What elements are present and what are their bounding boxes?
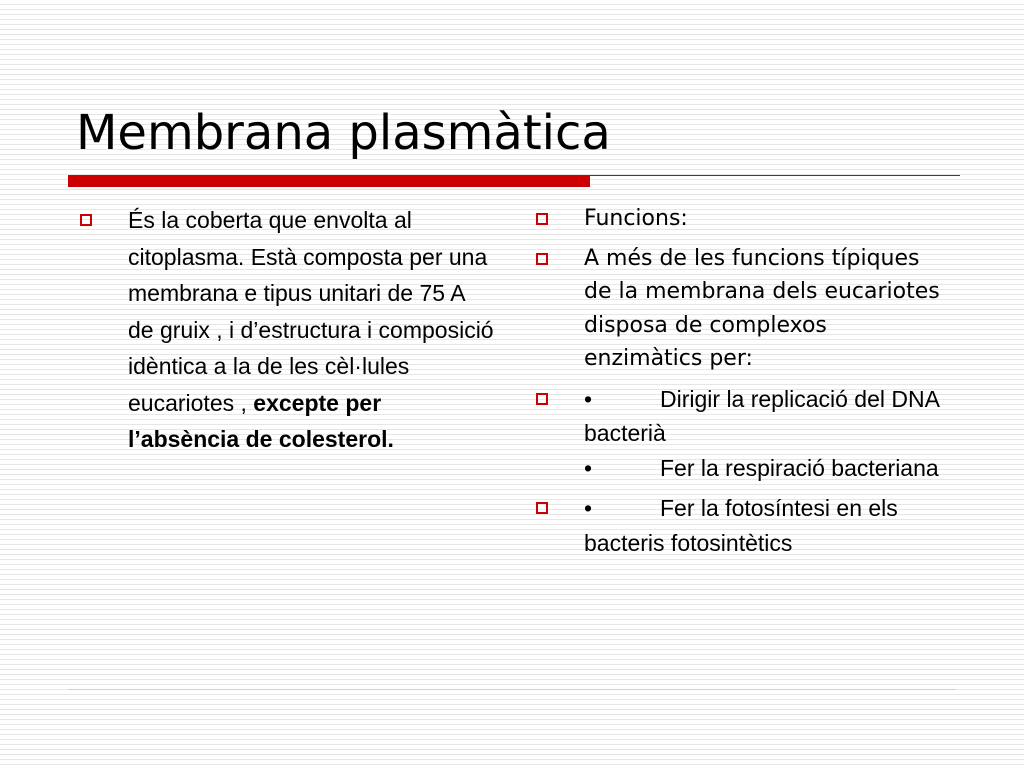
list-item-photosynthesis: [532, 491, 952, 560]
dot-bullet-icon: •: [584, 454, 593, 481]
funcions-heading: Funcions:: [584, 206, 688, 231]
sub-line-text: Fer la fotosíntesi en els bacteris fotosintètics: [584, 495, 898, 556]
hollow-square-bullet-icon: [536, 213, 548, 225]
hollow-square-bullet-icon: [80, 214, 92, 226]
sub-line: [584, 491, 952, 560]
left-column: [76, 202, 496, 458]
left-item-bold-text: excepte per l’absència de colesterol.: [128, 389, 394, 452]
list-item-subfunctions: [532, 382, 952, 486]
dot-bullet-icon: •: [584, 495, 593, 521]
title-underline-bar: [68, 175, 590, 187]
hollow-square-bullet-icon: [536, 253, 548, 265]
hollow-square-bullet-icon: [536, 393, 548, 405]
list-item-funcions: [532, 202, 952, 236]
footer-divider: [68, 689, 956, 690]
sub-line-text: Dirigir la replicació del DNA bacterià: [584, 385, 939, 446]
slide-title: Membrana plasmàtica: [76, 105, 611, 161]
left-item-text: És la coberta que envolta al citoplasma. Està composta per una membrana e tipus unitari de 75 A de gruix , i d’estructura i composició idèntica a la de les cèl·lules eucariotes ,: [128, 207, 494, 416]
list-item: [76, 202, 496, 458]
sub-line-text: Fer la respiració bacteriana: [660, 454, 939, 481]
right-column: [532, 202, 952, 566]
dot-bullet-icon: •: [584, 385, 593, 412]
sub-line: [584, 451, 952, 486]
title-underline-line: [590, 175, 960, 176]
list-item-intro: [532, 242, 952, 376]
sub-line: [584, 382, 952, 451]
hollow-square-bullet-icon: [536, 502, 548, 514]
intro-text: A més de les funcions típiques de la membrana dels eucariotes disposa de complexos enzimàtics per:: [584, 245, 940, 371]
